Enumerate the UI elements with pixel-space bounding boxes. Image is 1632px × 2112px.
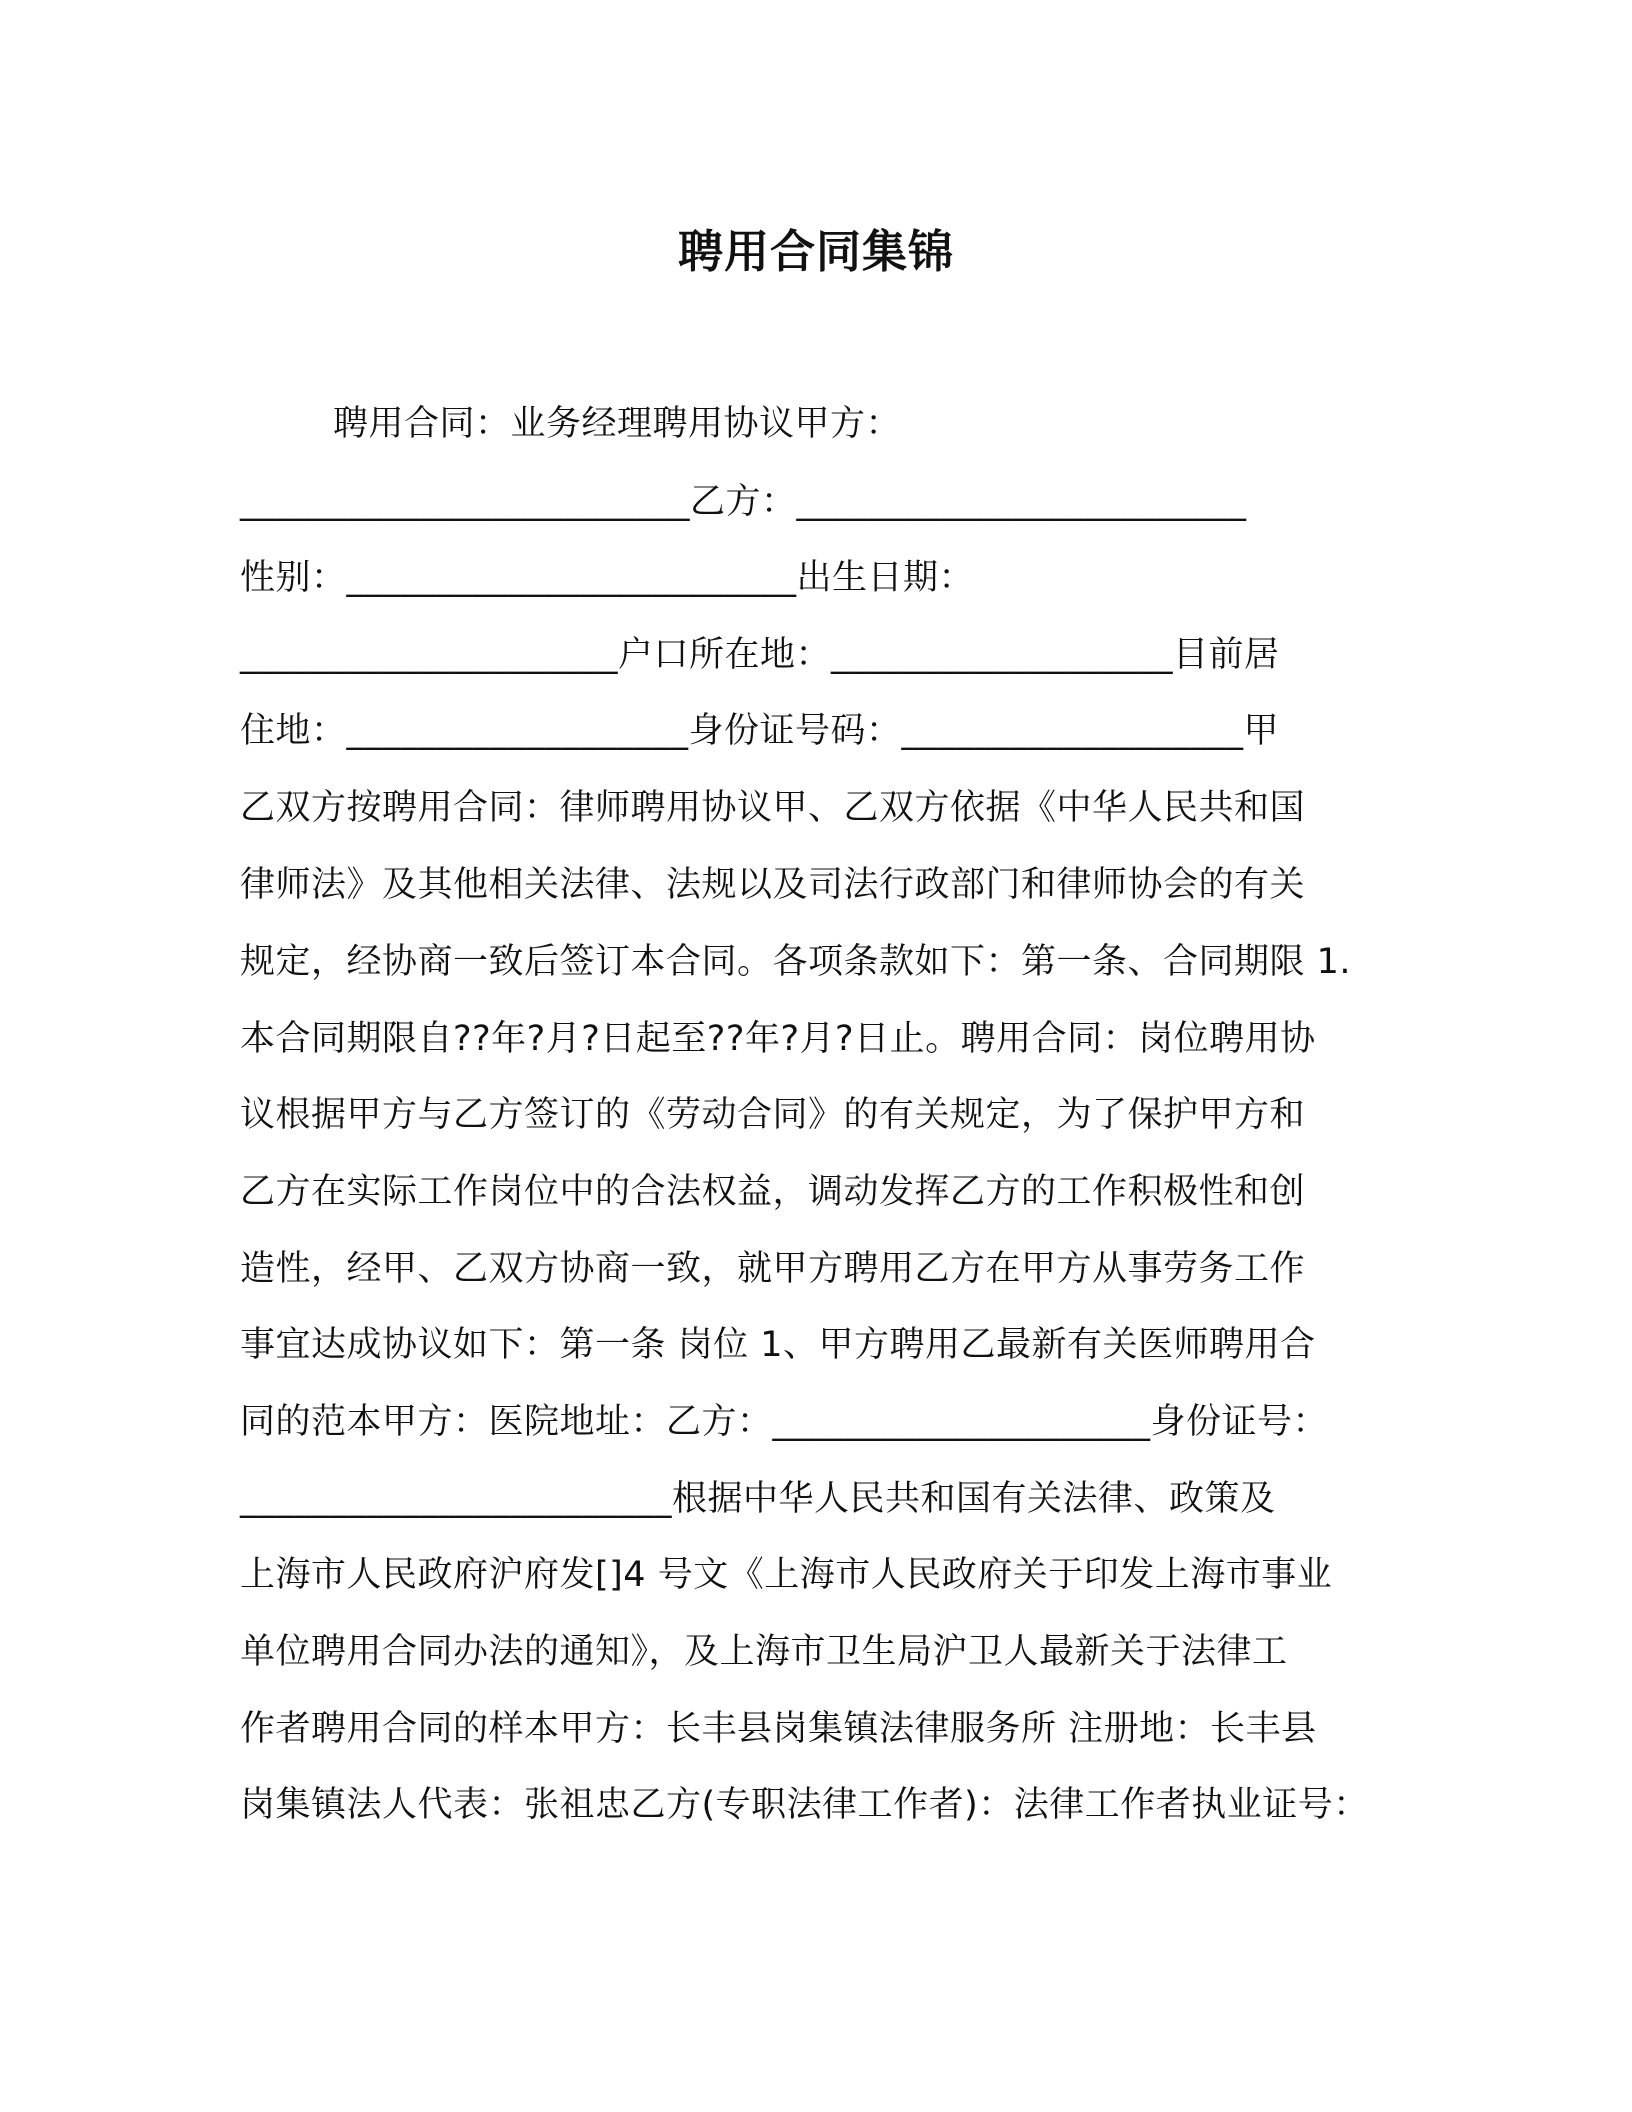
text-line-18: 作者聘用合同的样本甲方：长丰县岗集镇法律服务所 注册地：长丰县 (240, 1709, 1317, 1749)
text-line-11: 乙方在实际工作岗位中的合法权益，调动发挥乙方的工作积极性和创 (240, 1172, 1306, 1212)
text-line-1: 聘用合同：业务经理聘用协议甲方： (333, 404, 902, 444)
text-line-6: 乙双方按聘用合同：律师聘用协议甲、乙双方依据《中华人民共和国 (240, 788, 1306, 828)
text-line-17: 单位聘用合同办法的通知》，及上海市卫生局沪卫人最新关于法律工 (240, 1632, 1288, 1672)
text-line-19: 岗集镇法人代表：张祖忠乙方(专职法律工作者)：法律工作者执业证号： (240, 1785, 1369, 1825)
text-line-3: 性别：_________________________出生日期： (240, 558, 975, 598)
text-line-13: 事宜达成协议如下：第一条 岗位 1、甲方聘用乙最新有关医师聘用合 (240, 1325, 1316, 1365)
text-line-8: 规定，经协商一致后签订本合同。各项条款如下：第一条、合同期限 1. (240, 942, 1352, 982)
text-line-2: _________________________乙方：_________________________ (240, 482, 1247, 522)
text-line-7: 律师法》及其他相关法律、法规以及司法行政部门和律师协会的有关 (240, 865, 1306, 905)
document-title: 聘用合同集锦 (677, 225, 954, 278)
text-line-4: _____________________户口所在地：___________________目前居 (240, 635, 1280, 675)
text-line-9: 本合同期限自??年?月?日起至??年?月?日止。聘用合同：岗位聘用协 (240, 1019, 1316, 1059)
text-line-16: 上海市人民政府沪府发[]4 号文《上海市人民政府关于印发上海市事业 (240, 1555, 1333, 1595)
text-line-5: 住地：___________________身份证号码：___________________甲 (240, 711, 1280, 751)
text-line-12: 造性，经甲、乙双方协商一致，就甲方聘用乙方在甲方从事劳务工作 (240, 1249, 1306, 1289)
text-line-14: 同的范本甲方：医院地址：乙方：_____________________身份证号： (240, 1402, 1329, 1442)
text-line-10: 议根据甲方与乙方签订的《劳动合同》的有关规定，为了保护甲方和 (240, 1095, 1306, 1135)
text-line-15: ________________________根据中华人民共和国有关法律、政策及 (240, 1479, 1276, 1519)
